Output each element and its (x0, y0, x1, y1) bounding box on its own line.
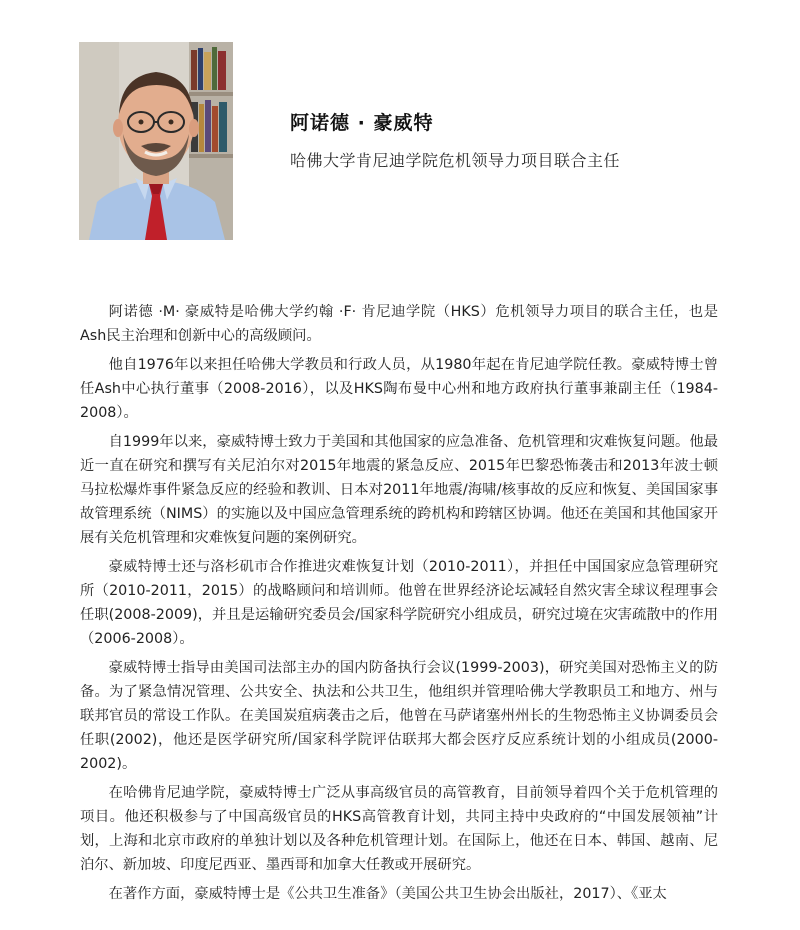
bio-paragraph: 豪威特博士还与洛杉矶市合作推进灾难恢复计划（2010-2011），并担任中国国家应急管理研究所（2010-2011，2015）的战略顾问和培训师。他曾在世界经济论坛减轻自然灾害全球议程理事会任职(2008-2009)，并且是运输研究委员会/国家科学院研究小组成员，研究过境在灾害疏散中的作用（2006-2008）。 (80, 559, 718, 647)
person-name: 阿诺德 · 豪威特 (290, 112, 434, 134)
profile-photo (79, 42, 233, 240)
person-title: 哈佛大学肯尼迪学院危机领导力项目联合主任 (290, 151, 621, 170)
bio-paragraph: 在哈佛肯尼迪学院，豪威特博士广泛从事高级官员的高管教育，目前领导着四个关于危机管理的项目。他还积极参与了中国高级官员的HKS高管教育计划，共同主持中央政府的“中国发展领袖”计划，上海和北京市政府的单独计划以及各种危机管理计划。在国际上，他还在日本、韩国、越南、尼泊尔、新加坡、印度尼西亚、墨西哥和加拿大任教或开展研究。 (80, 785, 718, 873)
bio-paragraph: 豪威特博士指导由美国司法部主办的国内防备执行会议(1999-2003)，研究美国对恐怖主义的防备。为了紧急情况管理、公共安全、执法和公共卫生，他组织并管理哈佛大学教职员工和地方、州与联邦官员的常设工作队。在美国炭疽病袭击之后，他曾在马萨诸塞州州长的生物恐怖主义协调委员会任职(2002)，他还是医学研究所/国家科学院评估联邦大都会医疗反应系统计划的小组成员(2000-2002)。 (80, 660, 718, 772)
biography (80, 300, 718, 911)
bio-paragraph: 自1999年以来，豪威特博士致力于美国和其他国家的应急准备、危机管理和灾难恢复问题。他最近一直在研究和撰写有关尼泊尔对2015年地震的紧急反应、2015年巴黎恐怖袭击和2013年波士顿马拉松爆炸事件紧急反应的经验和教训、日本对2011年地震/海啸/核事故的反应和恢复、美国国家事故管理系统（NIMS）的实施以及中国应急管理系统的跨机构和跨辖区协调。他还在美国和其他国家开展有关危机管理和灾难恢复问题的案例研究。 (80, 434, 718, 546)
bio-paragraph: 在著作方面，豪威特博士是《公共卫生准备》（美国公共卫生协会出版社，2017）、《亚太 (108, 886, 667, 902)
bio-paragraph: 阿诺德 ·M· 豪威特是哈佛大学约翰 ·F· 肯尼迪学院（HKS）危机领导力项目的联合主任，也是Ash民主治理和创新中心的高级顾问。 (80, 304, 718, 344)
bio-paragraph: 他自1976年以来担任哈佛大学教员和行政人员，从1980年起在肯尼迪学院任教。豪威特博士曾任Ash中心执行董事（2008-2016），以及HKS陶布曼中心州和地方政府执行董事兼副主任（1984-2008）。 (80, 357, 718, 421)
